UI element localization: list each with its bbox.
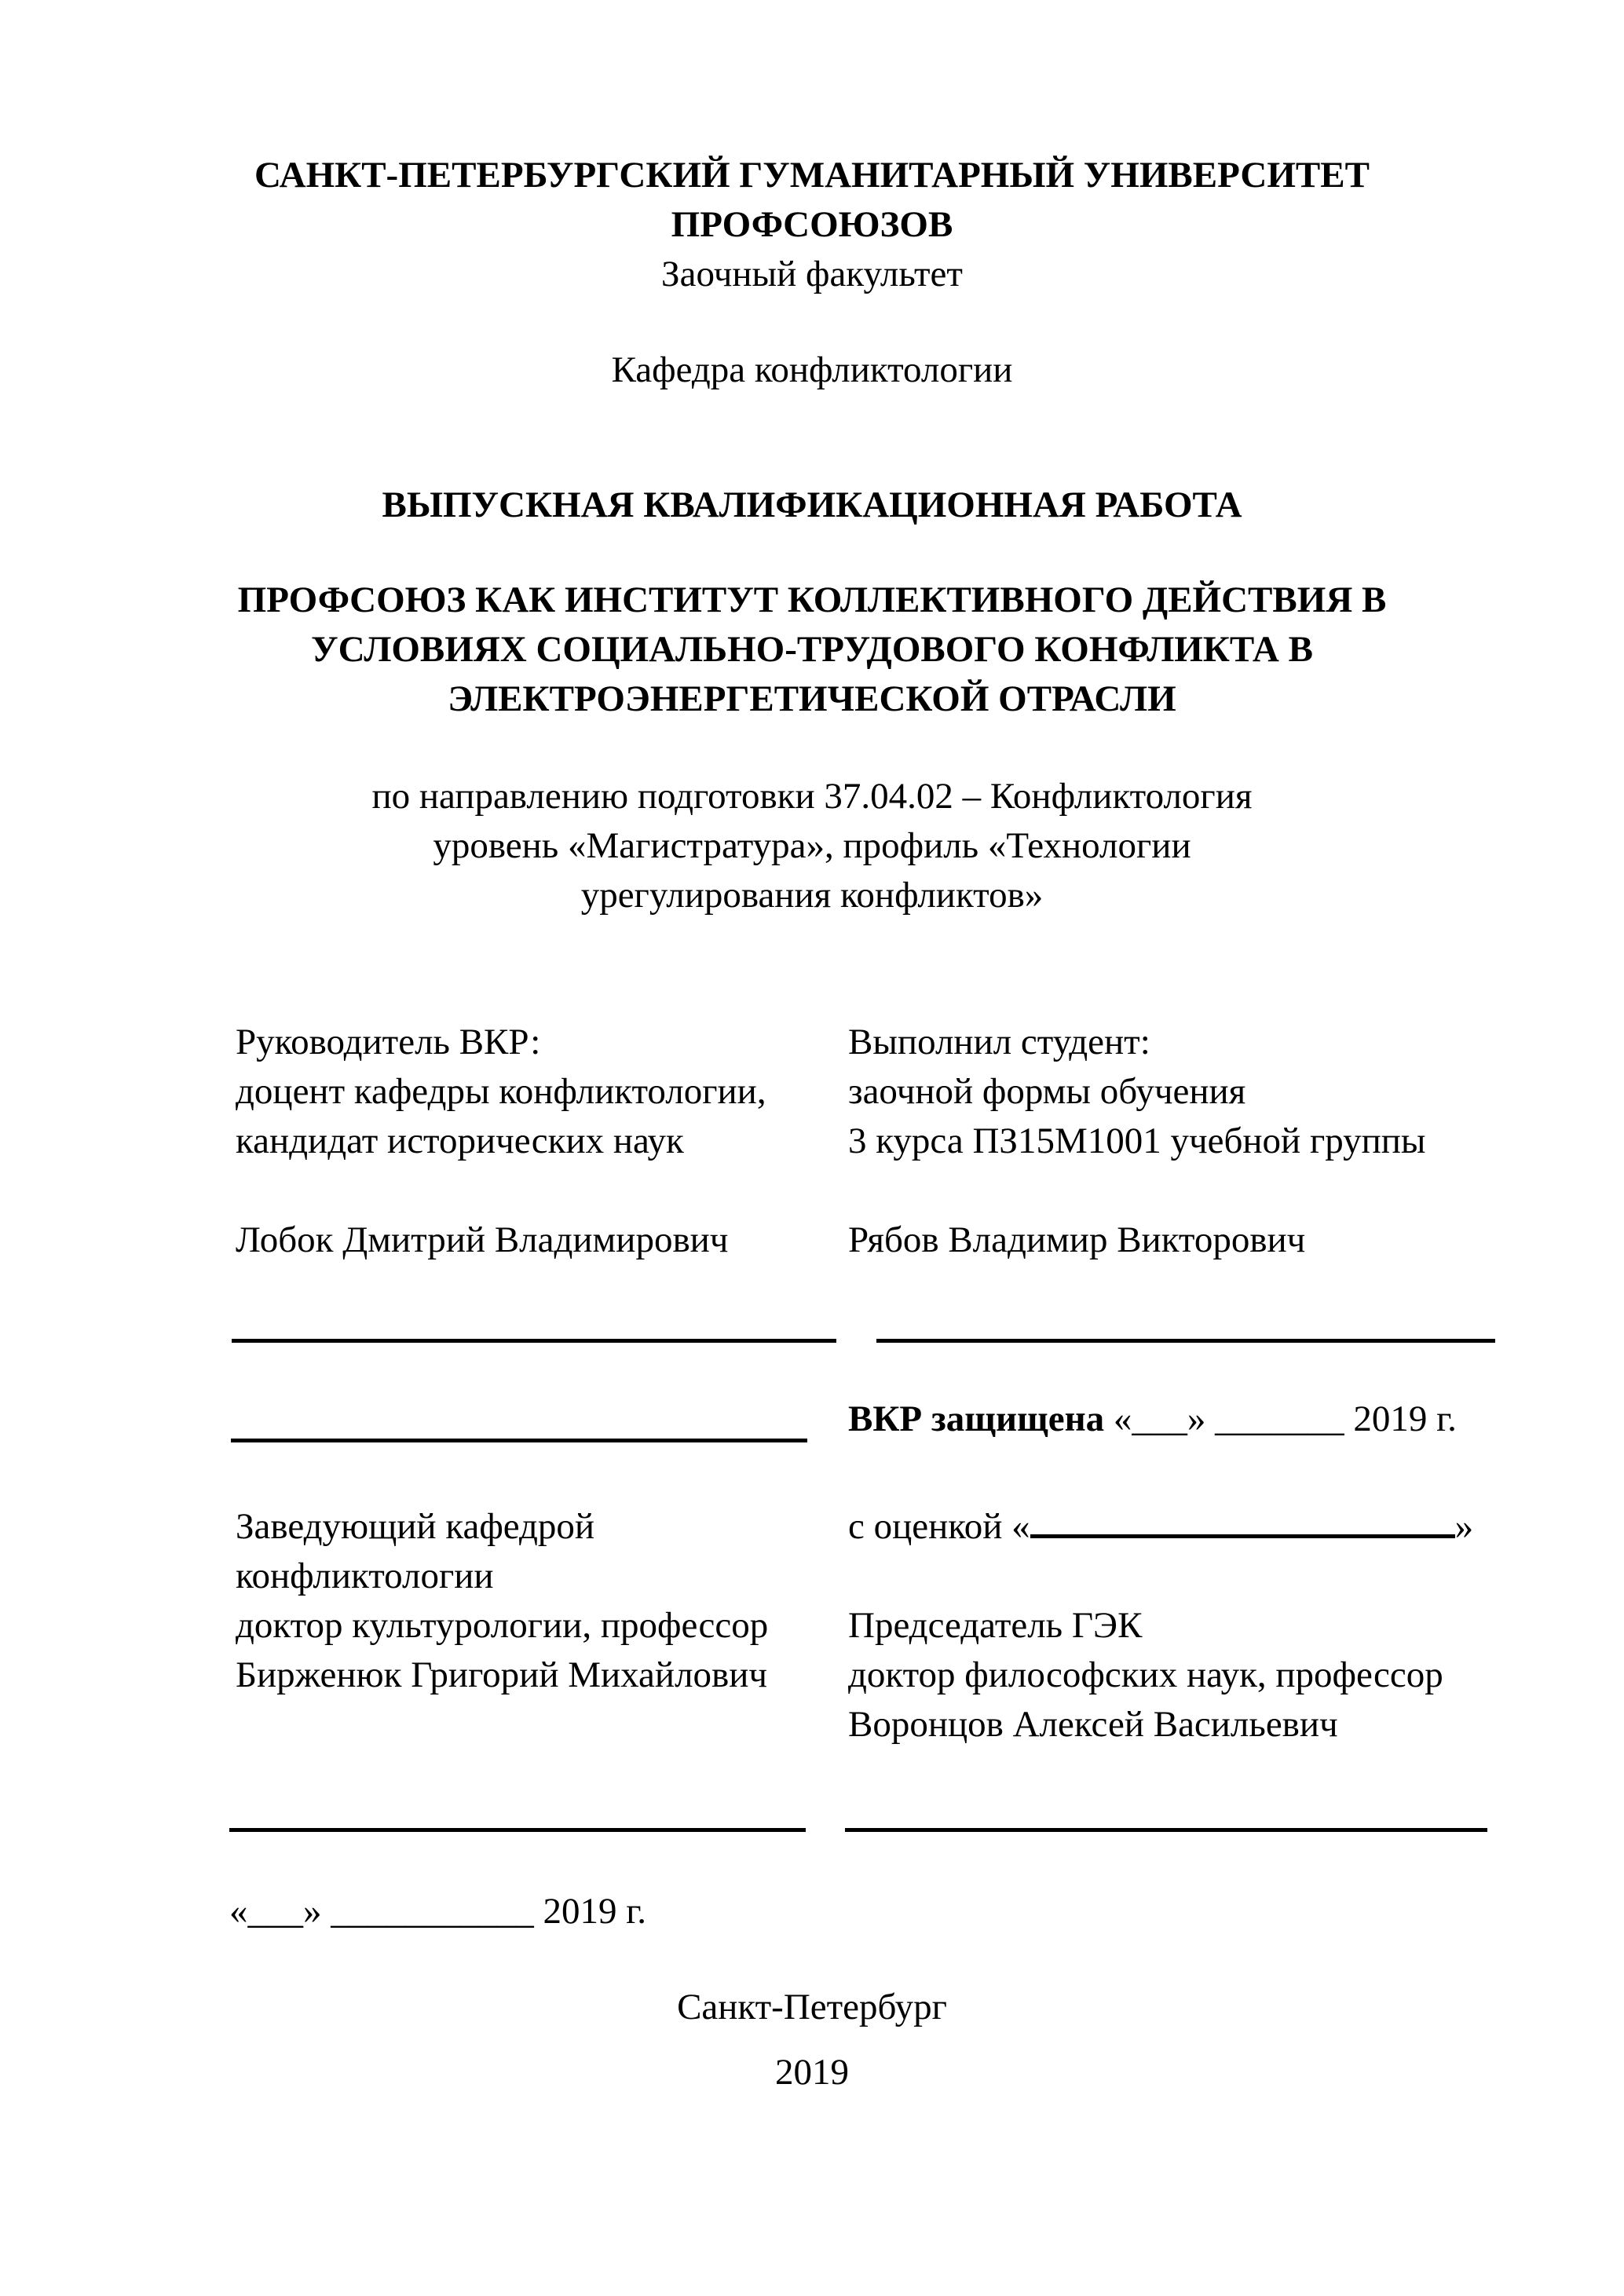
supervisor-position-line2: кандидат исторических наук [236, 1121, 684, 1161]
thesis-title-line3: ЭЛЕКТРОЭНЕРГЕТИЧЕСКОЙ ОТРАСЛИ [448, 678, 1176, 719]
university-name-line1: САНКТ-ПЕТЕРБУРГСКИЙ ГУМАНИТАРНЫЙ УНИВЕРСИТЕТ [254, 155, 1370, 196]
head-title-line1: Заведующий кафедрой [236, 1506, 595, 1547]
head-position: доктор культурологии, профессор [236, 1605, 769, 1646]
program-line2: уровень «Магистратура», профиль «Технологии [433, 825, 1191, 866]
university-name-line2: ПРОФСОЮЗОВ [671, 204, 953, 245]
work-type-heading: ВЫПУСКНАЯ КВАЛИФИКАЦИОННАЯ РАБОТА [382, 484, 1242, 525]
grade-line [848, 1502, 1523, 1552]
program-info [0, 772, 1624, 920]
grade-and-gek-block [848, 1502, 1523, 1749]
spacer [848, 1166, 1523, 1216]
gek-chairman-name: Воронцов Алексей Васильевич [848, 1704, 1338, 1745]
defense-date-line [848, 1395, 1555, 1444]
grade-prefix: с оценкой « [848, 1506, 1030, 1547]
gek-chairman-position: доктор философских наук, профессор [848, 1654, 1443, 1695]
supervisor-label: Руководитель ВКР: [236, 1022, 541, 1062]
city-name: Санкт-Петербург [677, 1987, 947, 2027]
head-date-signature-line [229, 1828, 806, 1832]
student-info-line2: 3 курса ПЗ15М1001 учебной группы [848, 1121, 1426, 1161]
program-line3: урегулирования конфликтов» [580, 875, 1044, 916]
university-name [0, 151, 1624, 250]
head-title-line2: конфликтологии [236, 1556, 494, 1596]
spacer [236, 1166, 856, 1216]
student-info-line1: заочной формы обучения [848, 1071, 1246, 1112]
defense-defended-blanks: «___» _______ 2019 г. [1104, 1398, 1457, 1439]
head-of-department-block [236, 1502, 856, 1700]
supervisor-name: Лобок Дмитрий Владимирович [236, 1219, 729, 1260]
head-name: Бирженюк Григорий Михайлович [236, 1654, 768, 1695]
head-signature-line [231, 1439, 807, 1442]
grade-suffix: » [1454, 1506, 1474, 1547]
grade-blank-line [1030, 1503, 1455, 1538]
footer-date-line: «___» ___________ 2019 г. [229, 1891, 646, 1932]
year-label: 2019 [775, 2052, 849, 2093]
supervisor-signature-line [232, 1339, 836, 1343]
department-name: Кафедра конфликтологии [611, 349, 1013, 390]
gek-chairman-title: Председатель ГЭК [848, 1605, 1143, 1646]
spacer [848, 1552, 1523, 1601]
thesis-title [0, 576, 1624, 724]
student-block [848, 1018, 1523, 1265]
thesis-title-line1: ПРОФСОЮЗ КАК ИНСТИТУТ КОЛЛЕКТИВНОГО ДЕЙСТВИЯ В [237, 579, 1387, 620]
student-label: Выполнил студент: [848, 1022, 1150, 1062]
student-signature-line [876, 1339, 1495, 1343]
gek-signature-line [845, 1828, 1487, 1832]
defense-defended-label: ВКР защищена [848, 1398, 1105, 1439]
program-line1: по направлению подготовки 37.04.02 – Конфликтология [371, 776, 1253, 817]
faculty-name: Заочный факультет [661, 254, 963, 294]
supervisor-block [236, 1018, 856, 1265]
student-name: Рябов Владимир Викторович [848, 1219, 1306, 1260]
supervisor-position-line1: доцент кафедры конфликтологии, [236, 1071, 766, 1112]
thesis-title-line2: УСЛОВИЯХ СОЦИАЛЬНО-ТРУДОВОГО КОНФЛИКТА В [311, 629, 1313, 670]
